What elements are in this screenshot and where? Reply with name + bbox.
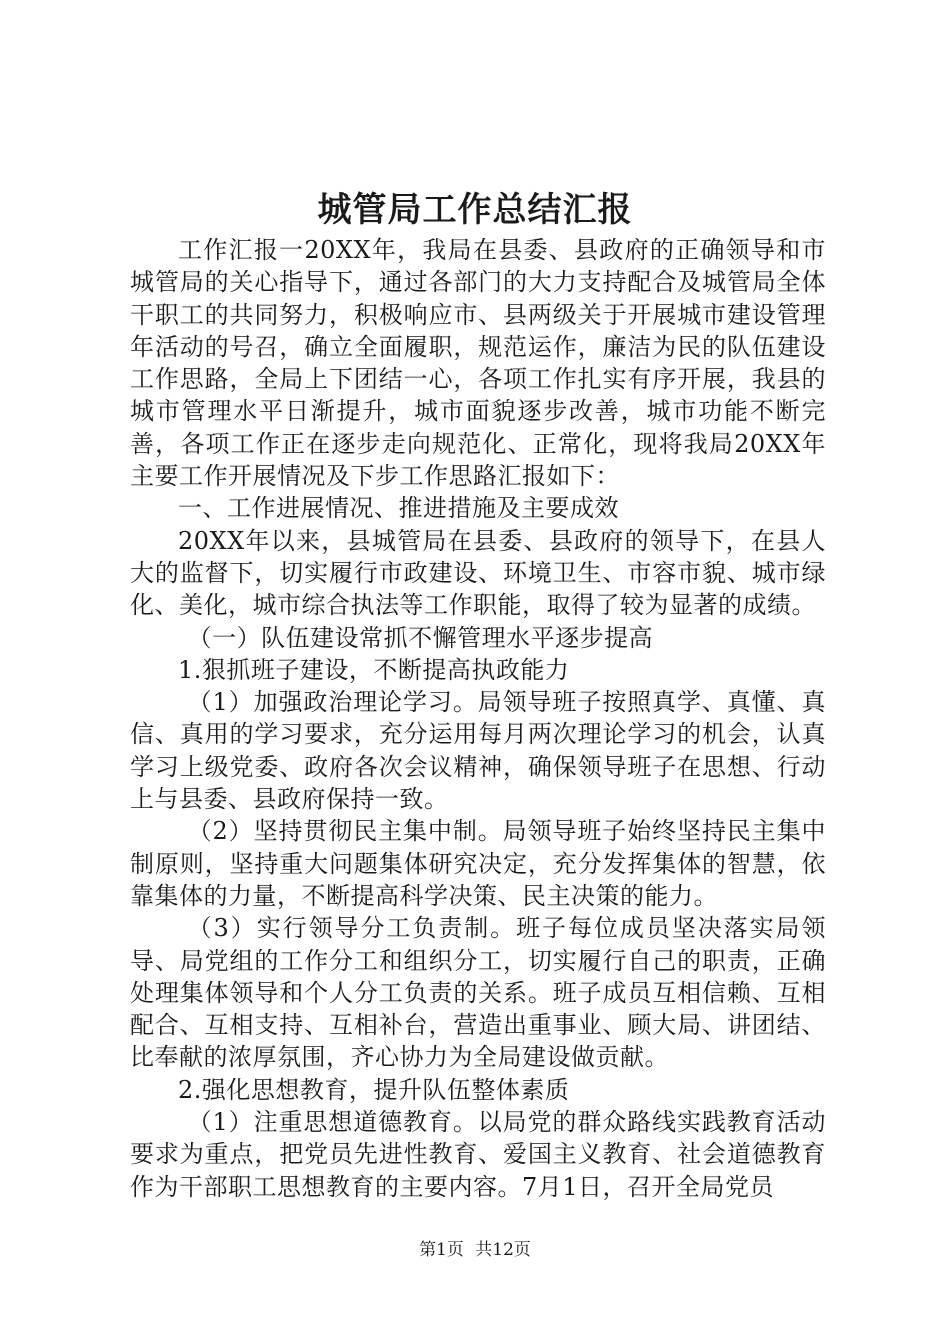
item-heading-education: 2.强化思想教育，提升队伍整体素质 [178, 1075, 570, 1104]
subsection-heading-team: （一）队伍建设常抓不懈管理水平逐步提高 [187, 623, 654, 652]
item-paragraph-responsibility: （3）实行领导分工负责制。班子每位成员坚决落实局领导、局党组的工作分工和组织分工，切实履行自己的职责，正确处理集体领导和个人分工负责的关系。班子成员互相信赖、互相配合、互相支持、互相补台，营造出重事业、顾大局、讲团结、比奉献的浓厚氛围，齐心协力为全局建设做贡献。 [130, 914, 826, 1072]
item-paragraph-moral-education: （1）注重思想道德教育。以局党的群众路线实践教育活动要求为重点，把党员先进性教育、爱国主义教育、社会道德教育作为干部职工思想教育的主要内容。7月1日，召开全局党员 [130, 1108, 826, 1201]
item-paragraph-democratic-centralism: （2）坚持贯彻民主集中制。局领导班子始终坚持民主集中制原则，坚持重大问题集体研究决定，充分发挥集体的智慧，依靠集体的力量，不断提高科学决策、民主决策的能力。 [130, 817, 826, 910]
page-total: 共12页 [475, 1240, 531, 1260]
section-heading-progress: 一、工作进展情况、推进措施及主要成效 [178, 494, 619, 523]
page-number: 第1页 [419, 1240, 464, 1260]
item-heading-leadership: 1.狠抓班子建设，不断提高执政能力 [178, 655, 570, 684]
section-summary-paragraph: 20XX年以来，县城管局在县委、县政府的领导下，在县人大的监督下，切实履行市政建设、环境卫生、市容市貌、城市绿化、美化，城市综合执法等工作职能，取得了较为显著的成绩。 [130, 526, 826, 620]
intro-paragraph: 工作汇报一20XX年，我局在县委、县政府的正确领导和市城管局的关心指导下，通过各部门的大力支持配合及城管局全体干职工的共同努力，积极响应市、县两级关于开展城市建设管理年活动的号召，确立全面履职，规范运作，廉洁为民的队伍建设工作思路，全局上下团结一心，各项工作扎实有序开展，我县的城市管理水平日渐提升，城市面貌逐步改善，城市功能不断完善，各项工作正在逐步走向规范化、正常化，现将我局20XX年主要工作开展情况及下步工作思路汇报如下： [130, 236, 826, 491]
page-footer [0, 1238, 950, 1262]
document-title: 城管局工作总结汇报 [317, 190, 633, 230]
document-body [130, 234, 826, 1203]
item-paragraph-theory-study: （1）加强政治理论学习。局领导班子按照真学、真懂、真信、真用的学习要求，充分运用每月两次理论学习的机会，认真学习上级党委、政府各次会议精神，确保领导班子在思想、行动上与县委、县政府保持一致。 [130, 688, 826, 814]
